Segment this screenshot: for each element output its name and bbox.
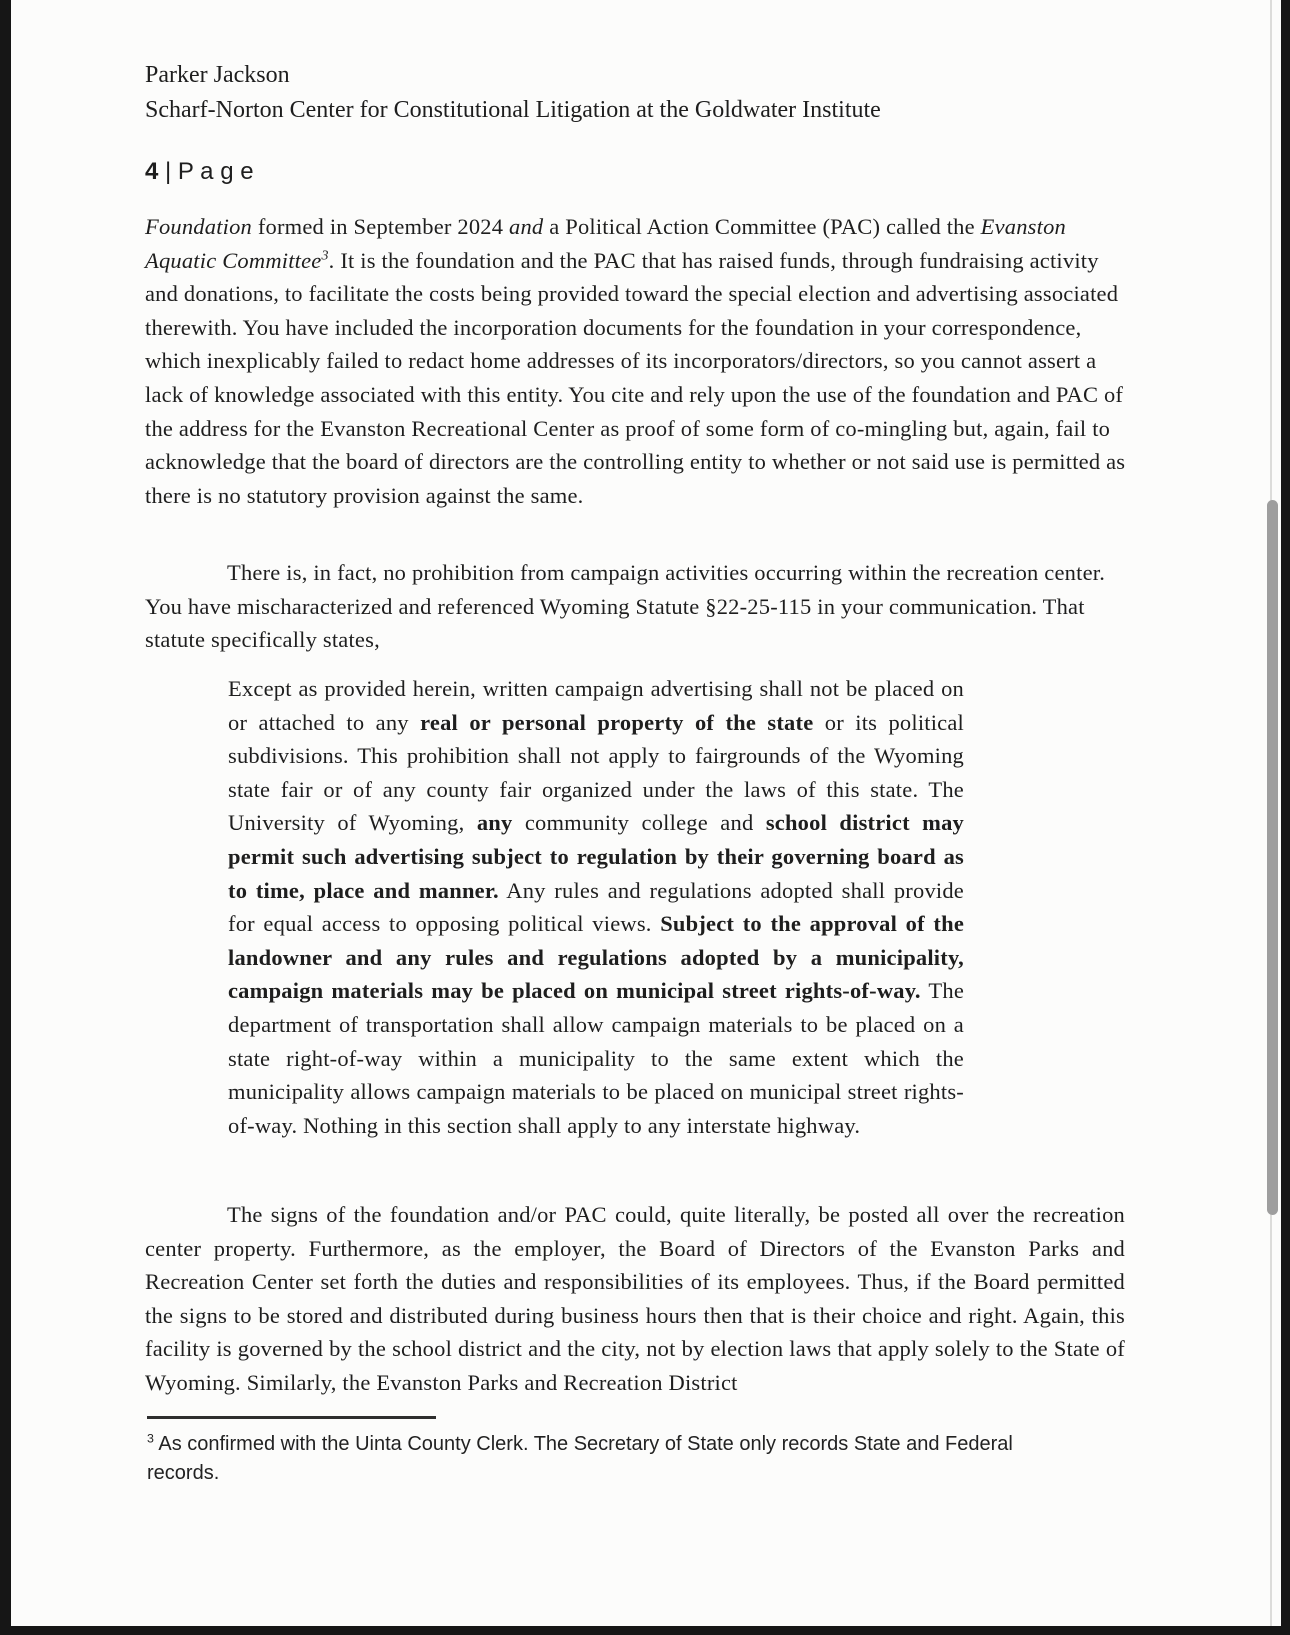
bold-run: any xyxy=(476,810,513,836)
page-number: 4 xyxy=(145,158,159,185)
page-edge-shadow-bar xyxy=(1267,500,1278,1215)
text-run: a Political Action Committee (PAC) called the xyxy=(543,214,981,239)
text-run: community college and xyxy=(512,810,766,836)
text-run: Any rules and regulations adopted shall provide for equal access to opposing political views. xyxy=(228,877,964,937)
scan-border-left xyxy=(0,0,11,1635)
sender-name: Parker Jackson xyxy=(145,62,290,88)
text-run: formed in September 2024 xyxy=(252,214,510,239)
text-run: The department of transportation shall allow campaign materials to be placed on a state right-of-way within a municipality to the same extent which the municipality allows campaign materials to be placed on municipal street rights-of-way. Nothing in this section shall apply to any interstate highway. xyxy=(228,978,965,1138)
bold-run: real or personal property of the state xyxy=(420,709,814,735)
footnote-separator xyxy=(147,1416,436,1419)
footnote-3 xyxy=(147,1430,1027,1488)
italic-run: Evanston Aquatic Committee xyxy=(145,214,1066,273)
bold-run: school district may permit such advertising subject to regulation by their governing board as to time, place and manner. xyxy=(228,810,965,903)
footnote-reference-3: 3 xyxy=(321,248,329,264)
footnote-marker: 3 xyxy=(147,1431,154,1446)
page-number-mark xyxy=(145,158,545,186)
paragraph-statute-intro xyxy=(145,556,1130,657)
italic-run: and xyxy=(509,214,544,239)
text-run: . It is the foundation and the PAC that has raised funds, through fundraising activity and donations, to facilitate the costs being provided toward the special election and advertising associated therewith. You have included the incorporation documents for the foundation in your correspondence, which inexplicably failed to redact home addresses of its incorporators/directors, so you cannot assert a lack of knowledge associated with this entity. You cite and rely upon the use of the foundation and PAC of the address for the Evanston Recreational Center as proof of some form of co-mingling but, again, fail to acknowledge that the board of directors are the controlling entity to whether or not said use is permitted as there is no statutory provision against the same. xyxy=(145,247,1126,508)
paragraph-foundation-pac xyxy=(145,210,1127,512)
statute-block-quote xyxy=(228,672,964,1142)
page-word: | P a g e xyxy=(158,158,254,185)
footnote-text: As confirmed with the Uinta County Clerk. The Secretary of State only records State and Federal records. xyxy=(147,1433,1013,1484)
text-run: Except as provided herein, written campaign advertising shall not be placed on or attached to any xyxy=(228,676,964,735)
text-run: The signs of the foundation and/or PAC could, quite literally, be posted all over the recreation center property. Furthermore, as the employer, the Board of Directors of the Evanston Parks and Recreation Center set forth the duties and responsibilities of its employees. Thus, if the Board permitted the signs to be stored and distributed during business hours then that is their choice and right. Again, this facility is governed by the school district and the city, not by election laws that apply solely to the State of Wyoming. Similarly, the Evanston Parks and Recreation District xyxy=(145,1202,1125,1395)
scan-border-bottom xyxy=(0,1626,1290,1635)
bold-run: Subject to the approval of the landowner and any rules and regulations adopted by a municipality, campaign materials may be placed on municipal street rights-of-way. xyxy=(228,911,964,1004)
scan-border-right xyxy=(1281,0,1290,1635)
italic-run: Foundation xyxy=(145,214,252,239)
text-run: or its political subdivisions. This prohibition shall not apply to fairgrounds of the Wyoming state fair or of any county fair organized under the laws of this state. The University of Wyoming, xyxy=(228,709,965,836)
sender-organization: Scharf-Norton Center for Constitutional Litigation at the Goldwater Institute xyxy=(145,97,881,123)
paragraph-signs-conclusion xyxy=(145,1198,1125,1400)
letter-header xyxy=(145,58,1135,128)
text-run: There is, in fact, no prohibition from campaign activities occurring within the recreation center. You have mischaracterized and referenced Wyoming Statute §22-25-115 in your communication. That statute specifically states, xyxy=(145,560,1106,653)
